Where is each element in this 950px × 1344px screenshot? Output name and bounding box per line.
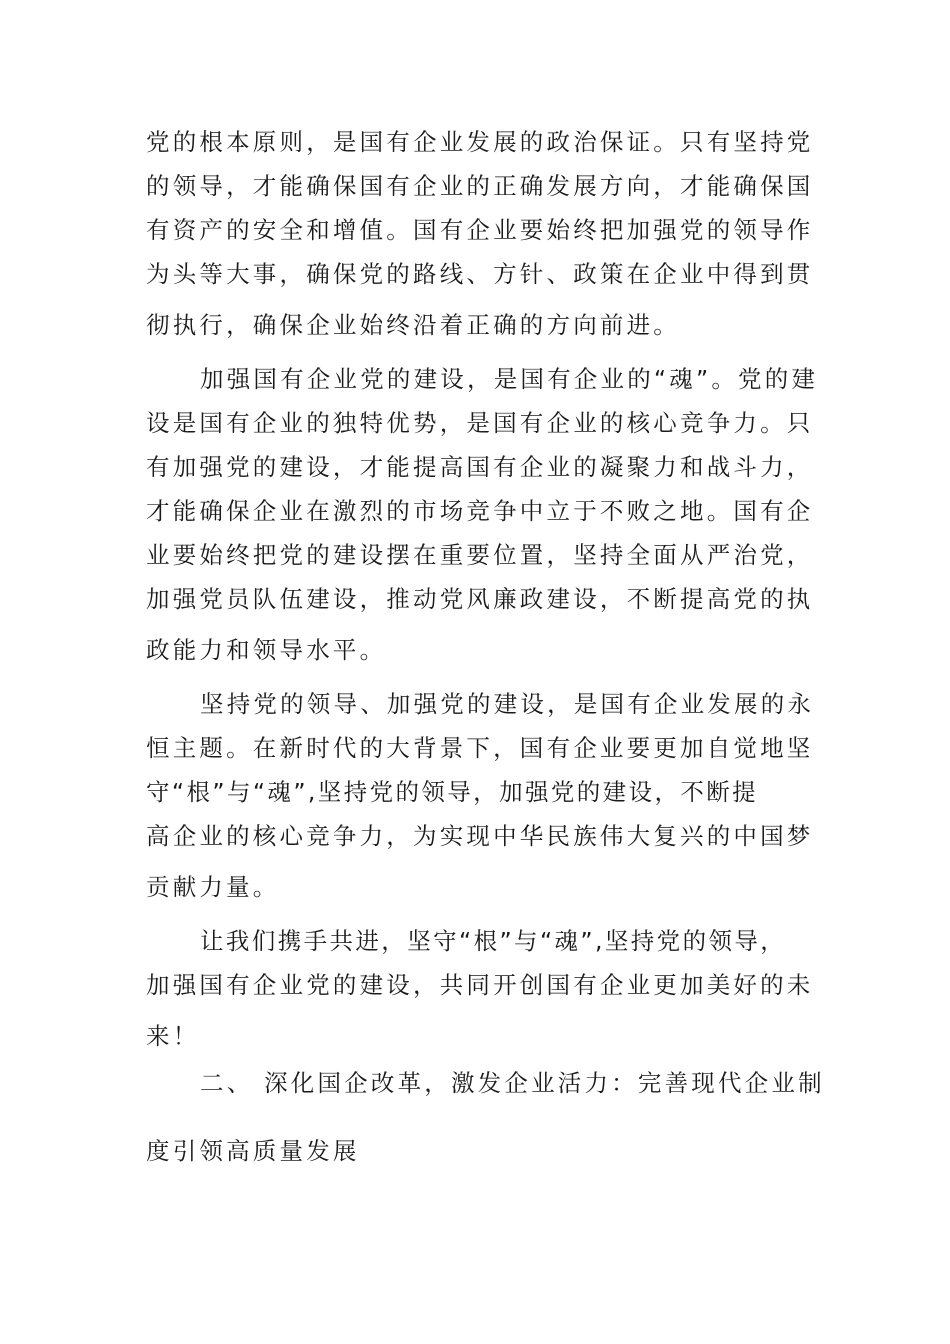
- text-line: 让我们携手共进，坚守“根”与“魂”,坚持党的领导，: [200, 927, 787, 955]
- text-line: 有加强党的建设，才能提高国有企业的凝聚力和战斗力，: [146, 453, 814, 481]
- text-line: 的领导，才能确保国有企业的正确发展方向，才能确保国: [146, 172, 814, 200]
- text-line: 设是国有企业的独特优势，是国有企业的核心竞争力。只: [146, 409, 814, 437]
- text-line: 来！: [146, 1022, 200, 1050]
- text-line: 为头等大事，确保党的路线、方针、政策在企业中得到贯: [146, 260, 814, 288]
- text-line: 业要始终把党的建设摆在重要位置，坚持全面从严治党，: [146, 541, 814, 569]
- text-line: 坚持党的领导、加强党的建设，是国有企业发展的永: [200, 690, 815, 718]
- section-heading-continuation: 度引领高质量发展: [146, 1137, 360, 1165]
- section-heading: 二、 深化国企改革，激发企业活力：完善现代企业制: [200, 1069, 825, 1097]
- text-line: 党的根本原则，是国有企业发展的政治保证。只有坚持党: [146, 128, 814, 156]
- text-line: 有资产的安全和增值。国有企业要始终把加强党的领导作: [146, 216, 814, 244]
- text-line: 高企业的核心竞争力，为实现中华民族伟大复兴的中国梦: [146, 822, 814, 850]
- text-line: 加强国有企业党的建设，共同开创国有企业更加美好的未: [146, 971, 814, 999]
- text-line: 贡献力量。: [146, 873, 280, 901]
- text-line: 恒主题。在新时代的大背景下，国有企业要更加自觉地坚: [146, 734, 814, 762]
- text-line: 政能力和领导水平。: [146, 636, 387, 664]
- text-line: 加强国有企业党的建设，是国有企业的“魂”。党的建: [200, 365, 819, 393]
- text-line: 才能确保企业在激烈的市场竞争中立于不败之地。国有企: [146, 497, 814, 525]
- text-line: 彻执行，确保企业始终沿着正确的方向前进。: [146, 311, 680, 339]
- text-line: 加强党员队伍建设，推动党风廉政建设，不断提高党的执: [146, 585, 814, 613]
- text-line: 守“根”与“魂”,坚持党的领导，加强党的建设，不断提: [146, 778, 759, 806]
